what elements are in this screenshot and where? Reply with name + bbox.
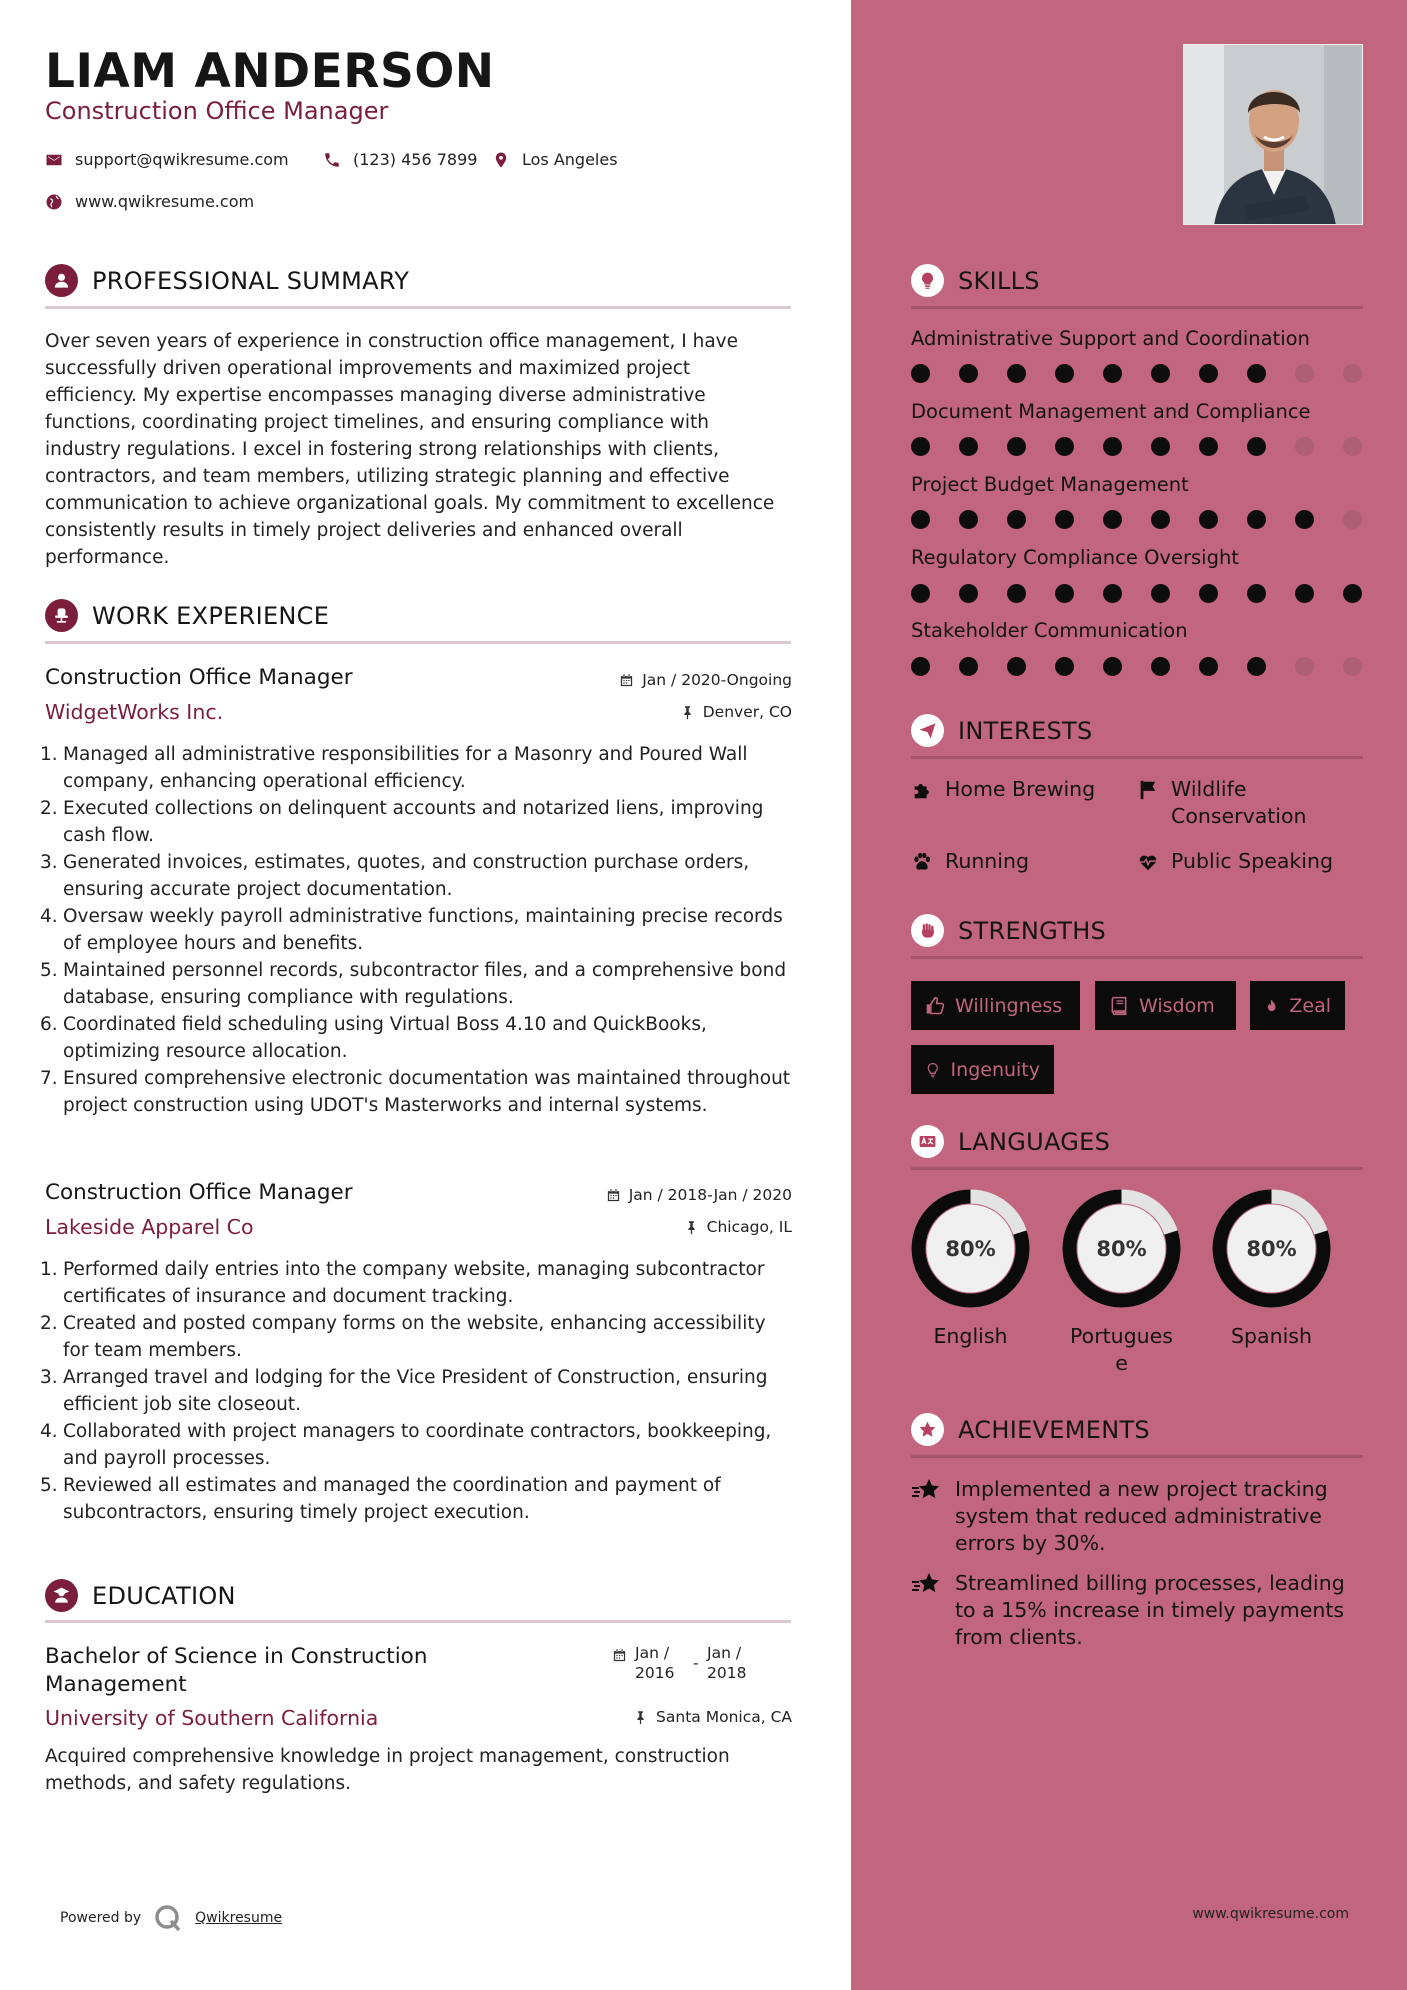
star-badge-icon bbox=[911, 1413, 944, 1446]
list-item: Created and posted company forms on the website, enhancing accessibility for team members. bbox=[63, 1313, 766, 1361]
skill-dot-filled bbox=[959, 657, 978, 676]
education-date-separator: - bbox=[693, 1654, 699, 1672]
section-divider bbox=[45, 641, 791, 644]
skill-dot-empty bbox=[1343, 437, 1362, 456]
education-dates bbox=[612, 1643, 757, 1683]
candidate-name: LIAM ANDERSON bbox=[45, 44, 495, 99]
section-interests-header bbox=[911, 714, 1093, 747]
skill-rating bbox=[911, 437, 1362, 456]
skill-dot-filled bbox=[1199, 364, 1218, 383]
skill-dot-filled bbox=[911, 437, 930, 456]
skill-dot-filled bbox=[1103, 437, 1122, 456]
interest-item bbox=[911, 848, 1029, 875]
strength-label: Willingness bbox=[955, 994, 1063, 1017]
language-name-line: Portugues bbox=[1070, 1324, 1173, 1348]
section-divider bbox=[45, 1620, 791, 1623]
interest-item bbox=[1137, 776, 1347, 830]
achievement-text: Streamlined billing processes, leading to a 15% increase in timely payments from clients. bbox=[955, 1571, 1345, 1649]
qwikresume-link[interactable]: Qwikresume bbox=[195, 1910, 283, 1926]
list-item: Reviewed all estimates and managed the coordination and payment of subcontractors, ensuring timely project execution. bbox=[63, 1475, 721, 1523]
section-experience-title: WORK EXPERIENCE bbox=[92, 601, 330, 630]
job-bullets bbox=[63, 741, 793, 1119]
skill-dot-filled bbox=[1151, 364, 1170, 383]
summary-text: Over seven years of experience in construction office management, I have successfully driven operational improvements and maximized project efficiency. My expertise encompasses managing diverse administrative functions, coordinating project timelines, and ensuring compliance with industry regulations. I excel in fostering strong relationships with clients, contractors, and team members, utilizing strategic planning and effective communication to achieve organizational goals. My commitment to excellence consistently results in timely project deliveries and enhanced overall performance. bbox=[45, 331, 775, 568]
strength-chip bbox=[1095, 981, 1236, 1030]
job-dates-text: Jan / 2020-Ongoing bbox=[642, 671, 792, 689]
skill-rating bbox=[911, 510, 1362, 529]
list-item: Generated invoices, estimates, quotes, and construction purchase orders, ensuring accurate project documentation. bbox=[63, 852, 750, 900]
list-item: Arranged travel and lodging for the Vice President of Construction, ensuring efficient job site closeout. bbox=[63, 1367, 768, 1415]
section-divider bbox=[911, 1455, 1363, 1458]
job-location bbox=[680, 703, 792, 721]
skill-dot-filled bbox=[1103, 510, 1122, 529]
list-item: Executed collections on delinquent accounts and notarized liens, improving cash flow. bbox=[63, 798, 764, 846]
company-name: WidgetWorks Inc. bbox=[45, 700, 224, 724]
language-name: Spanish bbox=[1231, 1324, 1312, 1348]
section-strengths-header bbox=[911, 914, 1106, 947]
website-text: www.qwikresume.com bbox=[75, 192, 255, 211]
interest-item bbox=[911, 776, 1095, 803]
skill-dot-filled bbox=[1007, 657, 1026, 676]
section-achievements-header bbox=[911, 1413, 1150, 1446]
strength-chip bbox=[1250, 981, 1345, 1030]
contact-phone[interactable] bbox=[323, 150, 477, 169]
skill-dot-filled bbox=[1055, 510, 1074, 529]
skill-dot-filled bbox=[1007, 584, 1026, 603]
paper-plane-icon bbox=[911, 714, 944, 747]
skill-dot-empty bbox=[1295, 657, 1314, 676]
section-divider bbox=[911, 756, 1363, 759]
section-summary-header bbox=[45, 264, 409, 297]
strength-chip bbox=[911, 1045, 1054, 1094]
job-location bbox=[684, 1218, 792, 1236]
pushpin-icon bbox=[684, 1220, 699, 1235]
section-interests-title: INTERESTS bbox=[958, 716, 1093, 745]
skill-rating bbox=[911, 364, 1362, 383]
skill-dot-filled bbox=[1247, 364, 1266, 383]
list-item: Ensured comprehensive electronic documentation was maintained throughout project construction using UDOT's Masterworks and internal systems. bbox=[63, 1068, 791, 1116]
strength-label: Zeal bbox=[1289, 994, 1331, 1017]
skill-dot-filled bbox=[1151, 657, 1170, 676]
skill-rating bbox=[911, 657, 1362, 676]
paw-icon bbox=[911, 851, 933, 873]
skill-dot-filled bbox=[1247, 437, 1266, 456]
skill-dot-filled bbox=[1103, 657, 1122, 676]
job-dates-text: Jan / 2018-Jan / 2020 bbox=[628, 1186, 792, 1204]
skill-dot-empty bbox=[1295, 437, 1314, 456]
skill-dot-filled bbox=[1055, 584, 1074, 603]
list-item: Coordinated field scheduling using Virtual Boss 4.10 and QuickBooks, optimizing resource allocation. bbox=[63, 1014, 707, 1062]
education-date-start: Jan / 2016 bbox=[635, 1644, 675, 1682]
skill-dot-filled bbox=[1151, 437, 1170, 456]
section-languages-header bbox=[911, 1125, 1110, 1158]
user-icon bbox=[45, 264, 78, 297]
skill-label: Project Budget Management bbox=[911, 473, 1189, 496]
powered-by-label: Powered by bbox=[60, 1910, 142, 1926]
list-item: Maintained personnel records, subcontractor files, and a comprehensive bond database, ensuring compliance with regulations. bbox=[63, 960, 787, 1008]
envelope-icon bbox=[45, 151, 63, 169]
fist-icon bbox=[911, 914, 944, 947]
skill-dot-filled bbox=[1199, 584, 1218, 603]
contact-website[interactable] bbox=[45, 192, 254, 211]
skill-dot-filled bbox=[1055, 437, 1074, 456]
skill-dot-empty bbox=[1343, 657, 1362, 676]
education-location-text: Santa Monica, CA bbox=[656, 1708, 792, 1726]
pushpin-icon bbox=[633, 1710, 648, 1725]
profile-photo-illustration bbox=[1184, 45, 1363, 225]
skill-dot-filled bbox=[1295, 510, 1314, 529]
company-name: Lakeside Apparel Co bbox=[45, 1215, 254, 1239]
education-description: Acquired comprehensive knowledge in project management, construction methods, and safety regulations. bbox=[45, 1746, 730, 1794]
skill-label: Administrative Support and Coordination bbox=[911, 327, 1310, 350]
skill-dot-filled bbox=[1151, 510, 1170, 529]
section-summary-title: PROFESSIONAL SUMMARY bbox=[92, 266, 410, 295]
ring-percent: 80% bbox=[1246, 1237, 1297, 1261]
skill-dot-filled bbox=[959, 510, 978, 529]
calendar-icon bbox=[606, 1188, 621, 1203]
achievement-text: Implemented a new project tracking system that reduced administrative errors by 30%. bbox=[955, 1477, 1328, 1555]
skill-dot-filled bbox=[1007, 510, 1026, 529]
skill-dot-filled bbox=[1007, 437, 1026, 456]
section-divider bbox=[911, 956, 1363, 959]
language-ring bbox=[1211, 1188, 1332, 1309]
pushpin-icon bbox=[680, 705, 695, 720]
translate-icon bbox=[911, 1125, 944, 1158]
skill-dot-empty bbox=[1343, 510, 1362, 529]
ring-percent: 80% bbox=[1096, 1237, 1147, 1261]
shooting-star-icon bbox=[911, 1571, 941, 1599]
section-strengths-title: STRENGTHS bbox=[958, 916, 1107, 945]
list-item: Oversaw weekly payroll administrative functions, maintaining precise records of employee hours and benefits. bbox=[63, 906, 783, 954]
language-name bbox=[1061, 1323, 1182, 1377]
skill-dot-filled bbox=[1199, 510, 1218, 529]
skill-dot-filled bbox=[1103, 584, 1122, 603]
flag-icon bbox=[1137, 779, 1159, 801]
section-languages-title: LANGUAGES bbox=[958, 1127, 1111, 1156]
skill-label: Stakeholder Communication bbox=[911, 619, 1188, 642]
map-pin-icon bbox=[492, 151, 510, 169]
contact-location bbox=[492, 150, 618, 169]
section-skills-title: SKILLS bbox=[958, 266, 1040, 295]
strength-chip bbox=[911, 981, 1080, 1030]
language-ring bbox=[910, 1188, 1031, 1309]
skill-dot-filled bbox=[911, 657, 930, 676]
skill-dot-filled bbox=[1199, 657, 1218, 676]
skill-dot-filled bbox=[1295, 584, 1314, 603]
skill-dot-filled bbox=[1247, 657, 1266, 676]
footer-url[interactable]: www.qwikresume.com bbox=[1192, 1906, 1349, 1922]
book-icon bbox=[1109, 996, 1129, 1016]
interest-label: Home Brewing bbox=[945, 777, 1096, 801]
section-divider bbox=[45, 306, 791, 309]
calendar-icon bbox=[612, 1648, 627, 1663]
skill-dot-filled bbox=[1247, 510, 1266, 529]
school-name: University of Southern California bbox=[45, 1706, 379, 1730]
section-skills-header bbox=[911, 264, 1040, 297]
job-title: Construction Office Manager bbox=[45, 665, 353, 690]
skill-dot-empty bbox=[1295, 364, 1314, 383]
section-experience-header bbox=[45, 599, 329, 632]
contact-email[interactable] bbox=[45, 150, 289, 169]
powered-by bbox=[60, 1903, 282, 1933]
strength-label: Ingenuity bbox=[950, 1058, 1040, 1081]
job-title: Construction Office Manager bbox=[45, 1180, 353, 1205]
skill-dot-filled bbox=[959, 437, 978, 456]
job-bullets bbox=[63, 1256, 793, 1526]
job-dates bbox=[619, 671, 792, 689]
skill-dot-filled bbox=[1103, 364, 1122, 383]
job-dates bbox=[606, 1186, 792, 1204]
skill-rating bbox=[911, 584, 1362, 603]
heartbeat-icon bbox=[1137, 851, 1159, 873]
list-item: Collaborated with project managers to coordinate contractors, bookkeeping, and payroll processes. bbox=[63, 1421, 772, 1469]
skill-label: Document Management and Compliance bbox=[911, 400, 1311, 423]
profile-photo bbox=[1183, 44, 1363, 225]
lightbulb-icon bbox=[925, 1060, 941, 1080]
interest-label: Wildlife Conservation bbox=[1171, 777, 1307, 828]
section-divider bbox=[911, 306, 1363, 309]
education-date-end: Jan / 2018 bbox=[707, 1644, 747, 1682]
skill-dot-filled bbox=[911, 510, 930, 529]
list-item: Managed all administrative responsibilities for a Masonry and Poured Wall company, enhancing operational efficiency. bbox=[63, 744, 748, 792]
interest-label: Public Speaking bbox=[1171, 849, 1333, 873]
skill-label: Regulatory Compliance Oversight bbox=[911, 546, 1239, 569]
skill-dot-filled bbox=[959, 584, 978, 603]
puzzle-icon bbox=[911, 779, 933, 801]
job-location-text: Denver, CO bbox=[702, 703, 792, 721]
email-text: support@qwikresume.com bbox=[75, 150, 289, 169]
skill-dot-filled bbox=[1199, 437, 1218, 456]
globe-icon bbox=[45, 193, 63, 211]
skill-dot-filled bbox=[959, 364, 978, 383]
fire-icon bbox=[1264, 996, 1279, 1016]
phone-text: (123) 456 7899 bbox=[353, 150, 478, 169]
strength-label: Wisdom bbox=[1139, 994, 1215, 1017]
skill-dot-filled bbox=[1055, 657, 1074, 676]
lightbulb-icon bbox=[911, 264, 944, 297]
section-achievements-title: ACHIEVEMENTS bbox=[958, 1415, 1150, 1444]
language-name: English bbox=[933, 1324, 1008, 1348]
skill-dot-filled bbox=[1007, 364, 1026, 383]
qwikresume-logo-icon bbox=[153, 1903, 183, 1933]
interest-item bbox=[1137, 848, 1333, 875]
education-location bbox=[633, 1708, 792, 1726]
skill-dot-filled bbox=[1247, 584, 1266, 603]
skill-dot-filled bbox=[911, 584, 930, 603]
section-education-header bbox=[45, 1579, 236, 1612]
interest-label: Running bbox=[945, 849, 1030, 873]
list-item: Performed daily entries into the company website, managing subcontractor certificates of insurance and document tracking. bbox=[63, 1259, 765, 1307]
skill-dot-empty bbox=[1343, 364, 1362, 383]
graduate-icon bbox=[45, 1579, 78, 1612]
achievement-item bbox=[911, 1476, 1371, 1557]
degree-title: Bachelor of Science in Construction Management bbox=[45, 1644, 428, 1697]
skill-dot-filled bbox=[1151, 584, 1170, 603]
location-text: Los Angeles bbox=[522, 150, 618, 169]
skill-dot-filled bbox=[1343, 584, 1362, 603]
briefcase-chair-icon bbox=[45, 599, 78, 632]
phone-icon bbox=[323, 151, 341, 169]
skill-dot-filled bbox=[1055, 364, 1074, 383]
language-ring bbox=[1061, 1188, 1182, 1309]
candidate-title: Construction Office Manager bbox=[45, 97, 389, 125]
shooting-star-icon bbox=[911, 1477, 941, 1505]
calendar-icon bbox=[619, 673, 634, 688]
job-location-text: Chicago, IL bbox=[706, 1218, 792, 1236]
section-education-title: EDUCATION bbox=[92, 1581, 236, 1610]
ring-percent: 80% bbox=[945, 1237, 996, 1261]
skill-dot-filled bbox=[911, 364, 930, 383]
section-divider bbox=[911, 1167, 1363, 1170]
achievement-item bbox=[911, 1570, 1371, 1651]
language-name-line: e bbox=[1115, 1351, 1128, 1375]
thumbs-up-icon bbox=[925, 996, 945, 1016]
